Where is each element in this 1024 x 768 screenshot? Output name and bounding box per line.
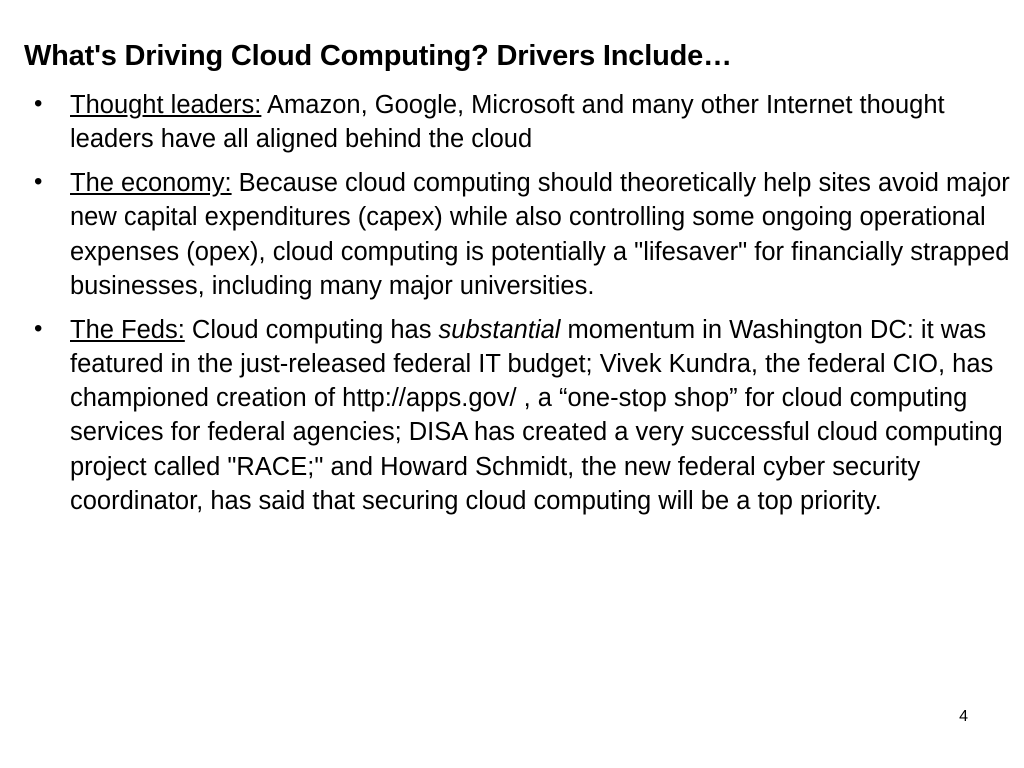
bullet-text: Amazon, Google, Microsoft and many other Internet thought leaders have all aligned behind the cloud xyxy=(70,91,945,154)
bullet-list xyxy=(22,88,1012,518)
bullet-icon: • xyxy=(34,314,43,342)
bullet-icon: • xyxy=(34,168,43,196)
list-item xyxy=(22,313,1012,518)
bullet-emphasis: substantial xyxy=(438,315,561,344)
bullet-text-continued: momentum in Washington DC: it was featured in the just-released federal IT budget; Vivek Kundra, the federal CIO, has championed creation of http://apps.gov/ , a “one-stop shop” for cloud computing services for federal agencies; DISA has created a very successful cloud computing project called "RACE;" and Howard Schmidt, the new federal cyber security coordinator, has said that securing cloud computing will be a top priority. xyxy=(70,315,1003,515)
bullet-text: Because cloud computing should theoretically help sites avoid major new capital expenditures (capex) while also controlling some ongoing operational expenses (opex), cloud computing is potentially a "lifesaver" for financially strapped businesses, including many major universities. xyxy=(70,169,1010,300)
page-title: What's Driving Cloud Computing? Drivers Include… xyxy=(24,40,732,73)
list-item xyxy=(22,166,1012,303)
list-item xyxy=(22,88,1012,156)
bullet-lead: The Feds: xyxy=(70,315,185,344)
bullet-text: Cloud computing has xyxy=(184,315,439,344)
page-number: 4 xyxy=(959,708,968,725)
bullet-lead: The economy: xyxy=(70,169,232,198)
bullet-icon: • xyxy=(34,90,43,117)
bullet-lead: Thought leaders: xyxy=(70,91,262,119)
